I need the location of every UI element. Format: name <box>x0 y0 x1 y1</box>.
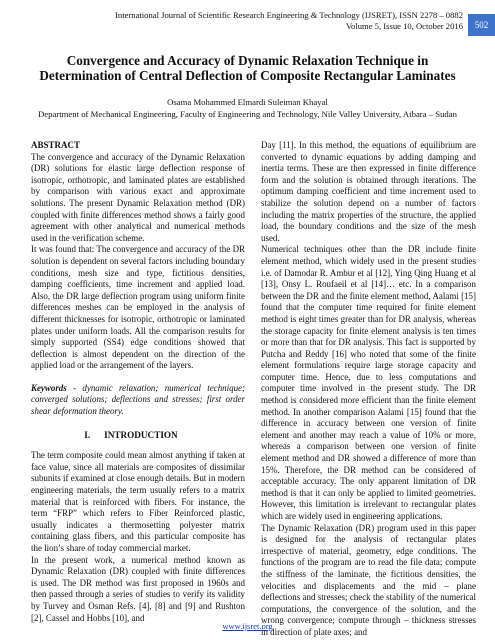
keywords-label: Keywords <box>31 382 67 393</box>
right-column <box>261 140 476 639</box>
footer-link[interactable]: www.ijsret.org <box>222 621 273 631</box>
abstract-paragraph: The convergence and accuracy of the Dynamic Relaxation (DR) solutions for elastic large deflection response of isotropic, orthotropic, and laminated plates are established by comparison with various exact and approximate solutions. The present Dynamic Relaxation method (DR) coupled with finite differences method shows a fairly good agreement with other analytical and numerical methods used in the verification scheme. <box>31 151 245 243</box>
journal-name: International Journal of Scientific Research Engineering & Technology (IJSRET), ISSN 2278 – 0882 <box>115 10 463 20</box>
body-paragraph: In the present work, a numerical method known as Dynamic Relaxation (DR) coupled with finite differences is used. The DR method was first proposed in 1960s and then passed through a series of studies to verify its validity by Turvey and Osman Refs. [4], [8] and [9] and Rushton [2], Cassel and Hobbs [10], and <box>31 554 245 623</box>
author-name: Osama Mohammed Elmardi Suleiman Khayal <box>167 97 328 107</box>
paper-title: Convergence and Accuracy of Dynamic Relaxation Technique in Determination of Central Deflection of Composite Rectangular Laminates <box>39 53 456 83</box>
keywords-text: - dynamic relaxation; numerical technique; converged solutions; deflections and stresses; first order shear deformation theory. <box>31 382 245 417</box>
author-affiliation: Department of Mechanical Engineering, Faculty of Engineering and Technology, Nile Valley University, Atbara – Sudan <box>38 109 457 119</box>
body-paragraph: The Dynamic Relaxation (DR) program used in this paper is designed for the analysis of rectangular plates irrespective of material, geometry, edge conditions. The functions of the program are to read the file data; compute the stiffness of the laminate, the fictitious densities, the velocities and displacements and the mid – plane deflections and stresses; check the stability of the numerical computations, the convergence of the solution, and the wrong convergence; compute through – thickness stresses in direction of plate axes; and <box>261 522 476 637</box>
author-block <box>0 96 495 120</box>
body-paragraph: Numerical techniques other than the DR include finite element method, which widely used in the present studies i.e. of Damodar R. Ambur et al [12], Ying Qing Huang et al [13], Onsy L. Roufaeil et al [14]… etc. In a comparison between the DR and the finite element method, Aalami [15] found that the computer time required for finite element method is eight times greater than for DR analysis, whereas the storage capacity for finite element analysis is ten times or more than that for DR analysis. This fact is supported by Putcha and Reddy [16] who noted that some of the finite element formulations require large storage capacity and computer time. Hence, due to less computations and computer time involved in the present study. The DR method is considered more efficient than the finite element method. In another comparison Aalami [15] found that the difference in accuracy between one version of finite element and another may reach a value of 10% or more, whereas a comparison between one version of finite element method and DR showed a difference of more than 15%. Therefore, the DR method can be considered of acceptable accuracy. The only apparent limitation of DR method is that it can only be applied to limited geometries. However, this limitation is irrelevant to rectangular plates which are widely used in engineering applications. <box>261 244 476 521</box>
body-paragraph: Day [11]. In this method, the equations of equilibrium are converted to dynamic equations by adding damping and inertia terms. These are then expressed in finite difference form and the solution is obtained through iterations. The optimum damping coefficient and time increment used to stabilize the solution depend on a number of factors including the matrix properties of the structure, the applied load, the boundary conditions and the size of the mesh used. <box>261 140 476 243</box>
abstract-heading: ABSTRACT <box>31 140 81 150</box>
abstract-paragraph: It was found that: The convergence and accuracy of the DR solution is dependent on several factors including boundary conditions, mesh size and type, fictitious densities, damping coefficients, time increment and applied load. Also, the DR large deflection program using uniform finite differences meshes can be employed in the analysis of different thicknesses for isotropic, orthotropic or laminated plates under uniform loads. All the comparison results for simply supported (SS4) edge conditions showed that deflection is almost dependent on the direction of the applied load or the arrangement of the layers. <box>31 244 245 371</box>
body-paragraph: The term composite could mean almost anything if taken at face value, since all materials are composites of dissimilar subunits if examined at close enough details. But in modern engineering materials, the term usually refers to a matrix material that is reinforced with fibers. For instance, the term “FRP” which refers to Fiber Reinforced plastic, usually indicates a thermosetting polyester matrix containing glass fibers, and this particular composite has the lion’s share of today commercial market. <box>31 450 245 553</box>
keywords <box>31 383 245 418</box>
page-number-badge: 502 <box>468 14 495 36</box>
left-column <box>31 140 245 624</box>
section-title: INTRODUCTION <box>104 429 178 440</box>
section-number: I. <box>84 429 91 440</box>
section-heading <box>31 430 245 442</box>
volume-info: Volume 5, Issue 10, October 2016 <box>345 21 463 32</box>
journal-header <box>43 10 463 32</box>
